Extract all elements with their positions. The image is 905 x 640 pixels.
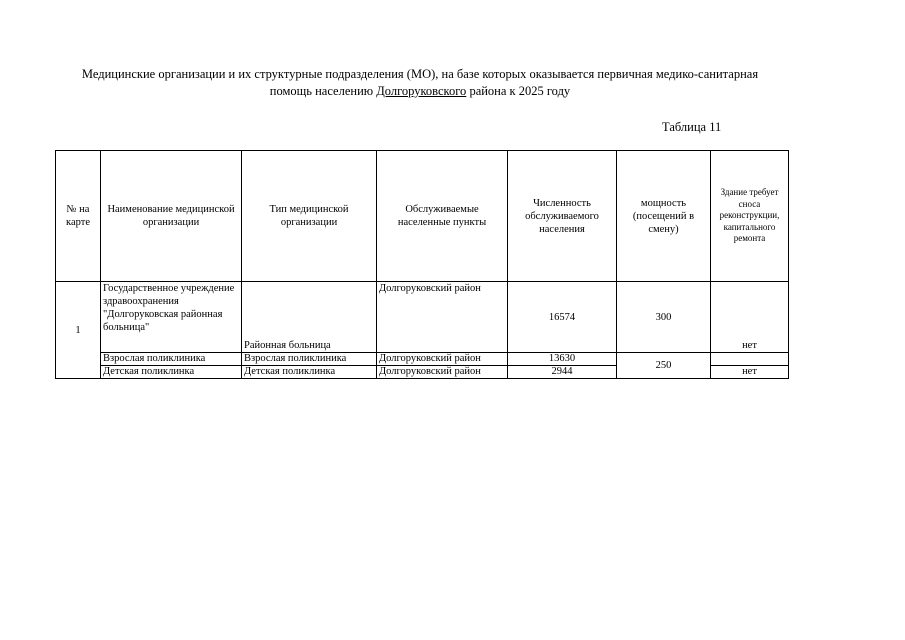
cell-settlements: Долгоруковский район (377, 353, 508, 366)
header-population: Численность обслуживаемого населения (508, 151, 617, 282)
header-map-no: № на карте (56, 151, 101, 282)
title-line-2 (40, 83, 800, 100)
table-row (56, 353, 789, 366)
cell-population: 16574 (508, 282, 617, 353)
header-settlements: Обслуживаемые населенные пункты (377, 151, 508, 282)
title-line-2a: помощь населению (269, 84, 377, 98)
header-capacity: мощность (посещений в смену) (617, 151, 711, 282)
document-title (40, 66, 800, 100)
cell-capacity: 250 (617, 353, 711, 379)
cell-capacity: 300 (617, 282, 711, 353)
header-building: Здание требует сноса реконструкции, капитального ремонта (711, 151, 789, 282)
cell-org-type: Районная больница (242, 282, 377, 353)
medical-organizations-table (55, 150, 789, 379)
header-org-name: Наименование медицинской организации (101, 151, 242, 282)
cell-building-empty (711, 353, 789, 366)
table-row (56, 282, 789, 353)
cell-settlements: Долгоруковский район (377, 366, 508, 379)
cell-org-type: Взрослая поликлиника (242, 353, 377, 366)
cell-building: нет (711, 366, 789, 379)
cell-map-no: 1 (56, 282, 101, 379)
header-org-type: Тип медицинской организации (242, 151, 377, 282)
table-label: Таблица 11 (662, 120, 722, 134)
cell-population: 2944 (508, 366, 617, 379)
cell-org-name: Детская поликлинка (101, 366, 242, 379)
header-row (56, 151, 789, 282)
title-district: Долгоруковского (376, 84, 467, 98)
title-line-1: Медицинские организации и их структурные подразделения (МО), на базе которых оказывается первичная медико-санитарная (81, 67, 759, 81)
cell-settlements: Долгоруковский район (377, 282, 508, 353)
title-line-2b: района к 2025 году (466, 84, 571, 98)
cell-building: нет (711, 282, 789, 353)
cell-org-type: Детская поликлинка (242, 366, 377, 379)
cell-org-name: Государственное учреждение здравоохранения "Долгоруковская районная больница" (101, 282, 242, 353)
cell-population: 13630 (508, 353, 617, 366)
cell-org-name: Взрослая поликлиника (101, 353, 242, 366)
